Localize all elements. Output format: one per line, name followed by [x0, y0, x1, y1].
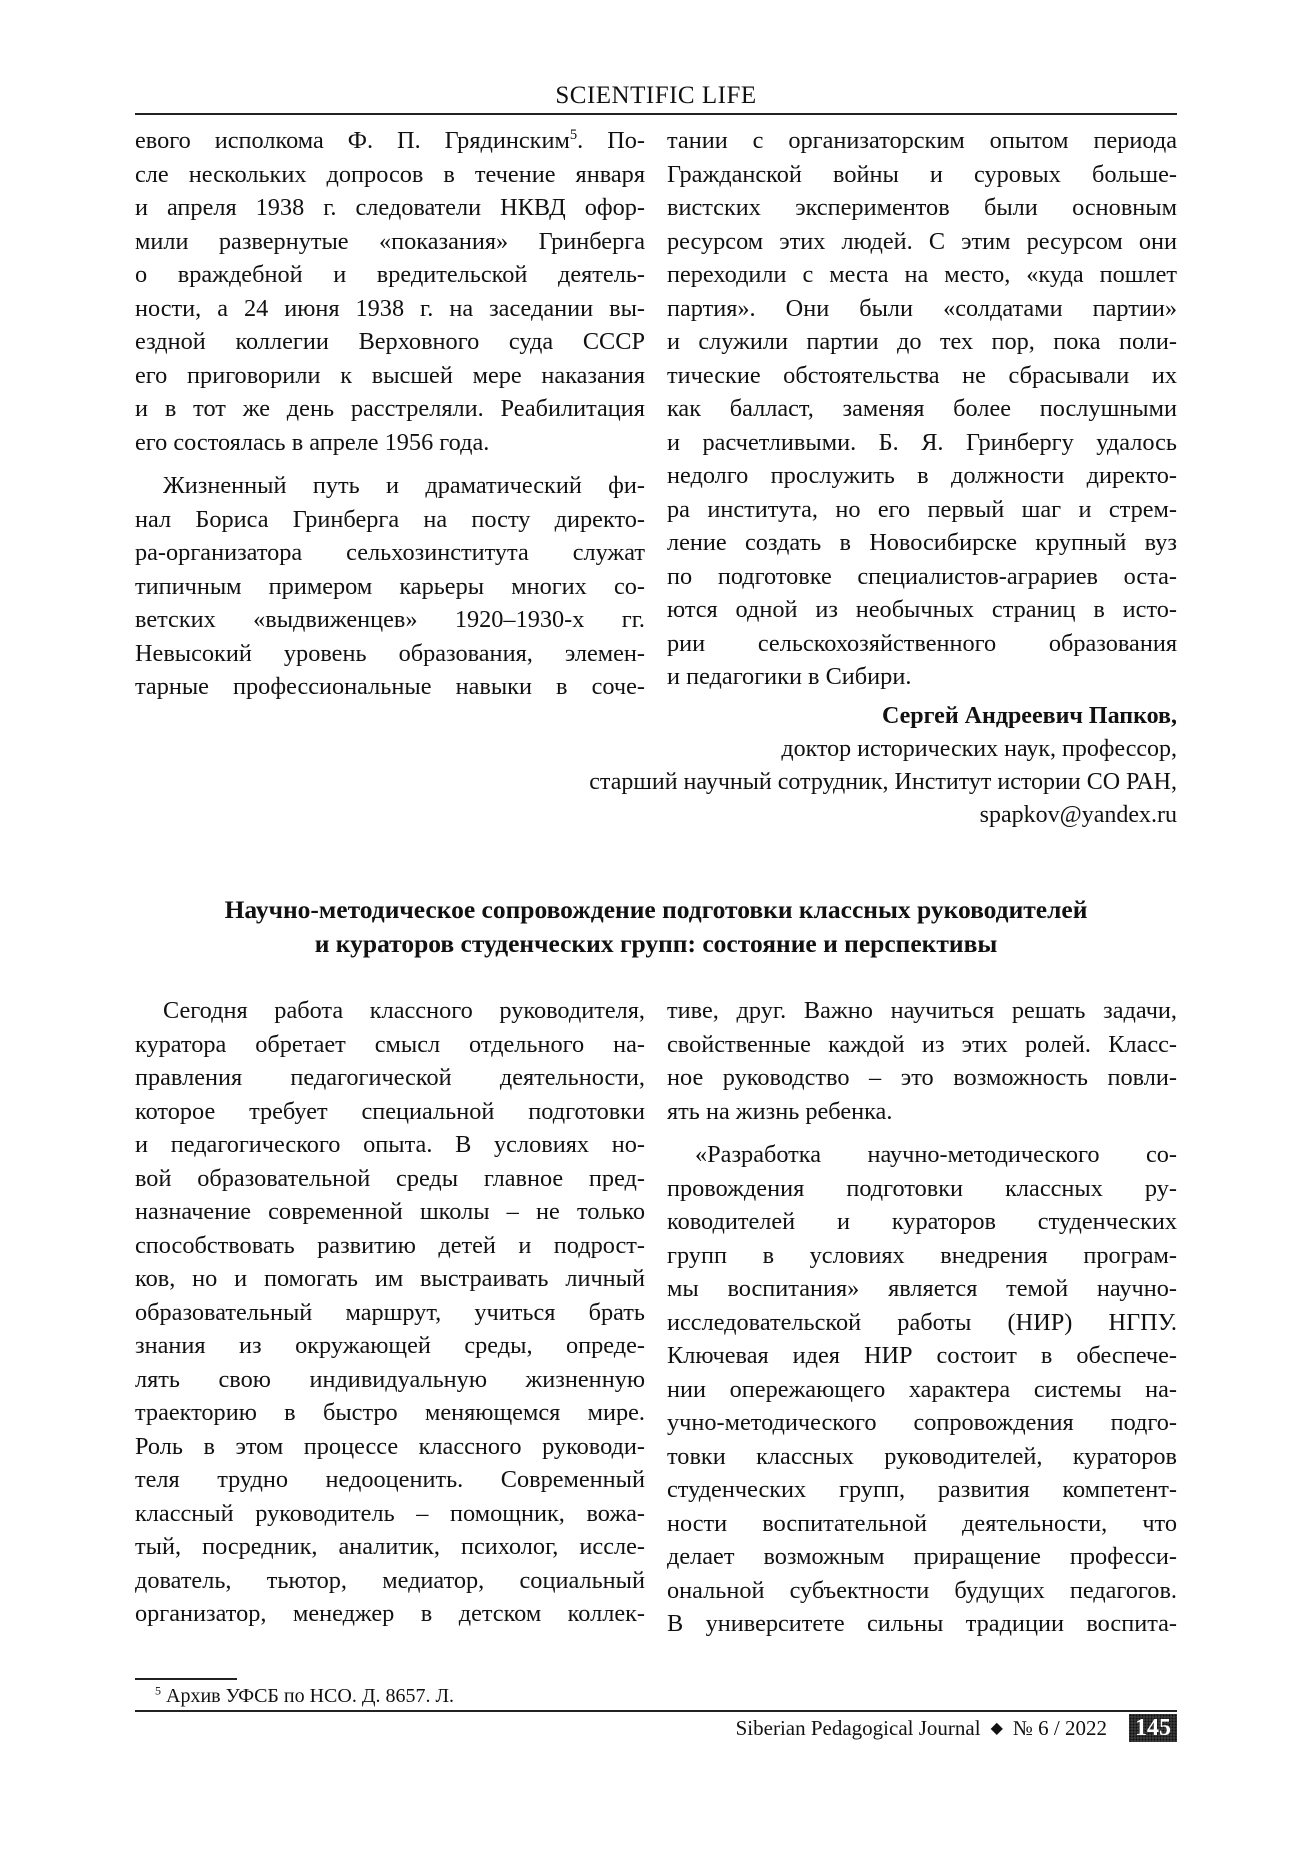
text-line: тании с организаторским опытом периода [667, 127, 1177, 154]
page-footer [736, 1714, 1177, 1742]
text-line: ра института, но его первый шаг и стрем- [667, 495, 1177, 523]
text-line: ра-организатора сельхозинститута служат [135, 539, 645, 566]
title-line: Научно-методическое сопровождение подготовки классных руководителей [224, 895, 1088, 924]
text-line: мы воспитания» является темой научно- [667, 1275, 1177, 1302]
page-number: 145 [1129, 1714, 1177, 1742]
author-degree: доктор исторических наук, профессор, [781, 736, 1177, 762]
text-line: куратора обретает смысл отдельного на- [135, 1030, 645, 1058]
text-line: делает возможным приращение професси- [667, 1543, 1177, 1570]
text-line: ление создать в Новосибирске крупный вуз [667, 529, 1177, 556]
text-line: нал Бориса Гринберга на посту директо- [135, 505, 645, 533]
text-line: партия». Они были «солдатами партии» [667, 294, 1177, 322]
text-line: назначение современной школы – не только [135, 1198, 645, 1225]
text-line: и апреля 1938 г. следователи НКВД офор- [135, 194, 645, 221]
text-line: свойственные каждой из этих ролей. Класс- [667, 1030, 1177, 1058]
article2-left-column [135, 994, 645, 1631]
text-line: Невысокий уровень образования, элемен- [135, 639, 645, 667]
text-line: Сегодня работа классного руководителя, [163, 997, 645, 1024]
text-line: типичным примером карьеры многих со- [135, 572, 645, 600]
text-line: ности, а 24 июня 1938 г. на заседании вы- [135, 294, 645, 322]
paragraph [135, 994, 645, 1631]
text-line: способствовать развитию детей и подрост- [135, 1231, 645, 1259]
text-line: образовательный маршрут, учиться брать [135, 1298, 645, 1326]
text-line: тиве, друг. Важно научиться решать задачи, [667, 997, 1177, 1024]
text-line: ездной коллегии Верховного суда СССР [135, 328, 645, 355]
paragraph [135, 124, 645, 459]
journal-name: Siberian Pedagogical Journal [735, 1715, 981, 1740]
text-line: переходили с места на место, «куда пошлет [667, 261, 1177, 288]
text-line: нии опережающего характера системы на- [667, 1375, 1177, 1403]
text-line: правления педагогической деятельности, [135, 1064, 645, 1091]
text-fragment: . По- [577, 127, 645, 154]
text-line: которое требует специальной подготовки [135, 1097, 645, 1125]
paragraph [667, 124, 1177, 694]
author-block [589, 700, 1177, 832]
text-line: знания из окружающей среды, опреде- [135, 1332, 645, 1359]
footnote [155, 1683, 454, 1709]
article2-right-column [667, 994, 1177, 1641]
footnote-number: 5 [155, 1683, 161, 1698]
text-line: и служили партии до тех пор, пока поли- [667, 328, 1177, 355]
author-name: Сергей Андреевич Папков, [881, 703, 1177, 729]
text-line: провождения подготовки классных ру- [667, 1174, 1177, 1202]
text-line: исследовательской работы (НИР) НГПУ. [667, 1308, 1177, 1336]
paragraph [667, 994, 1177, 1128]
text-line: ять на жизнь ребенка. [667, 1097, 893, 1125]
text-line: его приговорили к высшей мере наказания [135, 361, 645, 389]
author-email[interactable]: spapkov@yandex.ru [979, 802, 1177, 828]
text-line: его состоялась в апреле 1956 года. [135, 428, 490, 456]
paragraph [135, 469, 645, 704]
text-line: ное руководство – это возможность повли- [667, 1064, 1177, 1091]
footnote-ref[interactable]: 5 [569, 126, 578, 143]
text-line: студенческих групп, развития компетент- [667, 1476, 1177, 1503]
article-title [135, 893, 1177, 961]
text-line: как балласт, заменяя более послушными [667, 395, 1177, 422]
text-line: ветских «выдвиженцев» 1920–1930-х гг. [135, 606, 645, 633]
text-line: ководителей и кураторов студенческих [667, 1208, 1177, 1235]
text-line: и педагогики в Сибири. [667, 663, 912, 690]
text-line: по подготовке специалистов-аграриев оста- [667, 562, 1177, 590]
text-line: ются одной из необычных страниц в исто- [667, 596, 1177, 623]
diamond-icon: ◆ [990, 1720, 1003, 1737]
text-line: тические обстоятельства не сбрасывали их [667, 361, 1177, 389]
text-line: и расчетливыми. Б. Я. Гринбергу удалось [667, 428, 1177, 456]
paragraph-gap [135, 459, 645, 469]
text-line: ональной субъектности будущих педагогов. [667, 1576, 1177, 1604]
text-line: тарные профессиональные навыки в соче- [135, 673, 645, 700]
footer-rule [135, 1710, 1177, 1712]
article1-right-column [667, 124, 1177, 694]
text-line: Гражданской войны и суровых больше- [667, 160, 1177, 188]
text-line: вистских экспериментов были основным [667, 194, 1177, 221]
text-line: траекторию в быстро меняющемся мире. [135, 1399, 645, 1426]
text-line: Ключевая идея НИР состоит в обеспече- [667, 1342, 1177, 1369]
text-line: дователь, тьютор, медиатор, социальный [135, 1566, 645, 1594]
footnote-rule [135, 1678, 237, 1680]
text-line: ности воспитательной деятельности, что [667, 1509, 1177, 1537]
issue-number: № 6 / 2022 [1012, 1715, 1107, 1740]
text-line: вой образовательной среды главное пред- [135, 1164, 645, 1192]
text-fragment: евого исполкома Ф. П. Грядинским [135, 127, 570, 154]
text-line: классный руководитель – помощник, вожа- [135, 1499, 645, 1527]
text-line: В университете сильны традиции воспита- [667, 1610, 1177, 1637]
text-line: мили развернутые «показания» Гринберга [135, 227, 645, 255]
text-line: Роль в этом процессе классного руководи- [135, 1432, 645, 1460]
text-line: лять свою индивидуальную жизненную [135, 1365, 645, 1393]
text-line: теля трудно недооценить. Современный [135, 1466, 645, 1493]
text-line: «Разработка научно-методического со- [695, 1141, 1177, 1168]
running-head: SCIENTIFIC LIFE [555, 82, 757, 109]
text-line: ресурсом этих людей. С этим ресурсом они [667, 227, 1177, 255]
paragraph-gap [667, 1128, 1177, 1138]
text-line: и педагогического опыта. В условиях но- [135, 1131, 645, 1158]
text-line: ков, но и помогать им выстраивать личный [135, 1265, 645, 1292]
text-line: о враждебной и вредительской деятель- [135, 261, 645, 288]
article1-left-column [135, 124, 645, 704]
text-line: Жизненный путь и драматический фи- [163, 472, 645, 499]
header-rule [135, 113, 1177, 115]
text-line: товки классных руководителей, кураторов [667, 1442, 1177, 1470]
paragraph [667, 1138, 1177, 1641]
text-line: рии сельскохозяйственного образования [667, 629, 1177, 657]
text-line [135, 124, 645, 158]
text-line: учно-методического сопровождения подго- [667, 1409, 1177, 1436]
text-line: организатор, менеджер в детском коллек- [135, 1600, 645, 1627]
text-line: и в тот же день расстреляли. Реабилитация [135, 395, 645, 422]
text-line: групп в условиях внедрения програм- [667, 1241, 1177, 1269]
footnote-text: Архив УФСБ по НСО. Д. 8657. Л. [161, 1685, 455, 1707]
author-position: старший научный сотрудник, Институт истории СО РАН, [589, 769, 1177, 795]
text-line: недолго прослужить в должности директо- [667, 462, 1177, 489]
title-line: и кураторов студенческих групп: состояние и перспективы [314, 929, 998, 958]
text-line: сле нескольких допросов в течение января [135, 160, 645, 188]
text-line: тый, посредник, аналитик, психолог, иссле- [135, 1533, 645, 1560]
